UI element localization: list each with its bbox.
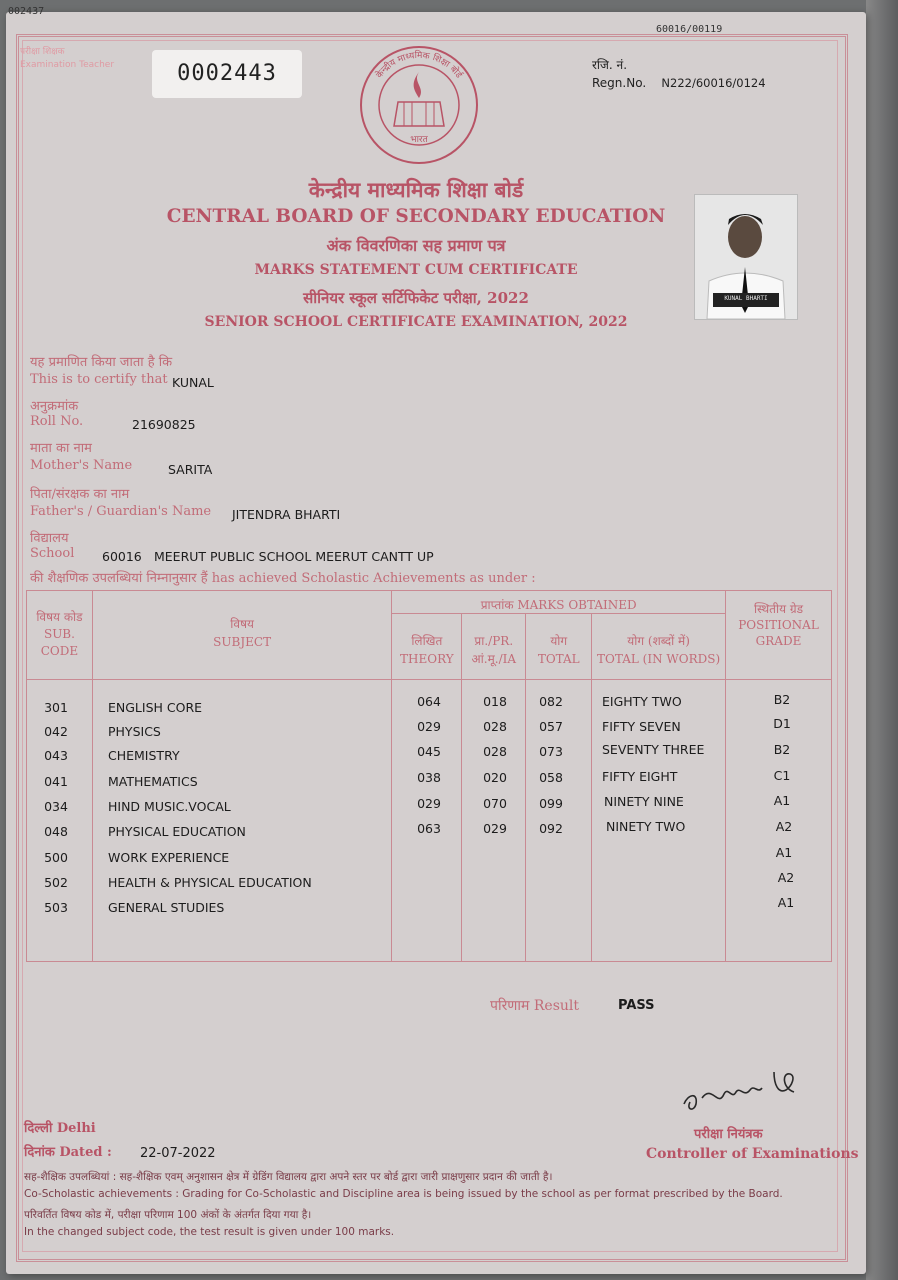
board-title-en: CENTRAL BOARD OF SECONDARY EDUCATION <box>166 206 666 227</box>
code-header-cell <box>27 591 93 680</box>
pr-marks: 029 <box>483 821 507 836</box>
table-row <box>6 692 846 720</box>
positional-grade: A2 <box>775 819 793 834</box>
stamp-line-2: Examination Teacher <box>20 60 115 70</box>
controller-signature <box>678 1064 818 1124</box>
mother-label-hi: माता का नाम <box>30 441 92 456</box>
subject-name: GENERAL STUDIES <box>108 900 225 915</box>
subject-code: 034 <box>44 799 68 814</box>
subject-header-hi: विषय <box>230 617 254 631</box>
note-co-scholastic-en: Co-Scholastic achievements : Grading for Co-Scholastic and Discipline area is being issued by the school as per format prescribed by the Board. <box>24 1188 783 1200</box>
theory-marks: 064 <box>417 694 441 709</box>
cert-title-en: MARKS STATEMENT CUM CERTIFICATE <box>254 262 578 278</box>
total-header <box>526 614 592 680</box>
subject-code: 042 <box>44 724 68 739</box>
subject-name: PHYSICAL EDUCATION <box>108 824 246 839</box>
positional-grade: A2 <box>777 870 795 885</box>
positional-grade: B2 <box>773 742 791 757</box>
theory-marks: 038 <box>417 770 441 785</box>
total-marks: 073 <box>539 744 563 759</box>
issue-date: 22-07-2022 <box>140 1146 216 1161</box>
subject-code: 502 <box>44 875 68 890</box>
table-row <box>6 768 846 794</box>
certify-label-hi: यह प्रमाणित किया जाता है कि <box>30 355 173 370</box>
positional-grade: A1 <box>773 793 791 808</box>
theory-header <box>392 614 462 680</box>
achieved-en: has achieved Scholastic Achievements as under : <box>211 571 536 586</box>
top-left-number: 002437 <box>8 6 45 17</box>
total-marks: 099 <box>539 796 563 811</box>
code-header-en2: CODE <box>40 644 79 658</box>
roll-number: 21690825 <box>132 417 196 432</box>
pr-header-hi: प्रा./PR. <box>474 634 514 648</box>
total-in-words: SEVENTY THREE <box>602 742 705 757</box>
table-row <box>6 870 846 895</box>
exam-title-hi: सीनियर स्कूल सर्टिफिकेट परीक्षा, 2022 <box>303 289 529 307</box>
table-row <box>6 845 846 870</box>
regn-label-en: Regn.No. <box>592 76 647 90</box>
pr-marks: 028 <box>483 719 507 734</box>
total-marks: 058 <box>539 770 563 785</box>
pr-header-en: आं.मू./IA <box>471 652 517 666</box>
words-header-hi: योग (शब्दों में) <box>627 634 690 648</box>
note-co-scholastic-hi: सह-शैक्षिक उपलब्धियां : सह-शैक्षिक एवम् अनुशासन क्षेत्र में ग्रेडिंग विद्यालय द्वारा अपने स्तर पर बोर्ड द्वारा जारी प्राक्षणुसार प्रदान की जाती है। <box>24 1171 553 1183</box>
father-name: JITENDRA BHARTI <box>232 507 341 522</box>
emblem-bottom-text: भारत <box>410 135 428 145</box>
mother-name: SARITA <box>168 462 213 477</box>
total-marks: 092 <box>539 821 563 836</box>
cbse-emblem-icon <box>356 42 482 168</box>
subject-code: 043 <box>44 748 68 763</box>
subject-name: ENGLISH CORE <box>108 700 203 715</box>
subject-name: HIND MUSIC.VOCAL <box>108 799 231 814</box>
subject-name: MATHEMATICS <box>108 774 198 789</box>
subject-header-en: SUBJECT <box>213 635 272 649</box>
pr-marks: 020 <box>483 770 507 785</box>
marks-certificate <box>6 6 866 1274</box>
cert-title-hi: अंक विवरणिका सह प्रमाण पत्र <box>326 236 506 255</box>
serial-number: 0002443 <box>152 50 302 98</box>
total-marks: 082 <box>539 694 563 709</box>
theory-header-hi: लिखित <box>411 634 443 648</box>
achievements-line <box>30 568 536 586</box>
subject-code: 301 <box>44 700 68 715</box>
top-right-number: 60016/00119 <box>656 24 723 35</box>
total-header-en: TOTAL <box>537 652 580 666</box>
subject-code: 503 <box>44 900 68 915</box>
positional-grade: A1 <box>775 845 793 860</box>
theory-marks: 029 <box>417 796 441 811</box>
achieved-hi: की शैक्षणिक उपलब्धियां निम्नानुसार हैं <box>30 571 208 586</box>
table-row <box>6 742 846 768</box>
regn-number: N222/60016/0124 <box>661 76 766 90</box>
code-header-en1: SUB. <box>43 627 75 641</box>
roll-label-hi: अनुक्रमांक <box>30 399 79 414</box>
theory-header-en: THEORY <box>400 652 454 666</box>
school-label-en: School <box>30 546 75 561</box>
regn-label-hi: रजि. नं. <box>592 58 628 72</box>
faded-stamp <box>20 46 114 72</box>
school-label-hi: विद्यालय <box>30 531 69 546</box>
certify-label-en: This is to certify that <box>30 372 168 387</box>
background-edge <box>866 0 898 1280</box>
roll-label-en: Roll No. <box>30 414 84 429</box>
student-name: KUNAL <box>172 375 214 390</box>
subject-name: HEALTH & PHYSICAL EDUCATION <box>108 875 312 890</box>
subject-header-cell <box>92 591 391 680</box>
subject-code: 048 <box>44 824 68 839</box>
subject-code: 041 <box>44 774 68 789</box>
student-photo <box>694 194 798 320</box>
emblem-text: केन्द्रीय माध्यमिक शिक्षा बोर्ड <box>374 50 464 81</box>
total-marks: 057 <box>539 719 563 734</box>
stamp-line-1: परीक्षा शिक्षक <box>20 47 65 57</box>
marks-obtained-header <box>392 591 726 614</box>
subject-code: 500 <box>44 850 68 865</box>
words-header <box>592 614 726 680</box>
result-value: PASS <box>618 998 655 1013</box>
school-name: MEERUT PUBLIC SCHOOL MEERUT CANTT UP <box>154 549 434 564</box>
pr-marks: 028 <box>483 744 507 759</box>
grade-header-en1: POSITIONAL <box>738 618 819 632</box>
theory-marks: 029 <box>417 719 441 734</box>
signature-text: P. Ravishankar <box>688 1120 696 1121</box>
father-label-en: Father's / Guardian's Name <box>30 504 212 519</box>
total-in-words: FIFTY EIGHT <box>602 769 678 784</box>
theory-marks: 063 <box>417 821 441 836</box>
grade-header-hi: स्थितीय ग्रेड <box>753 602 804 616</box>
total-in-words: EIGHTY TWO <box>602 694 682 709</box>
grade-header-en2: GRADE <box>755 634 802 648</box>
result-label: परिणाम Result <box>490 998 580 1014</box>
code-header-hi: विषय कोड <box>36 610 83 624</box>
total-in-words: FIFTY SEVEN <box>602 719 681 734</box>
note-subject-code-en: In the changed subject code, the test result is given under 100 marks. <box>24 1226 395 1238</box>
father-label-hi: पिता/संरक्षक का नाम <box>30 487 130 502</box>
subject-name: WORK EXPERIENCE <box>108 850 230 865</box>
board-title-hi: केन्द्रीय माध्यमिक शिक्षा बोर्ड <box>308 177 524 202</box>
mother-label-en: Mother's Name <box>30 458 133 473</box>
grade-header-cell <box>726 591 832 680</box>
school-code: 60016 <box>102 549 142 564</box>
note-subject-code-hi: परिवर्तित विषय कोड में, परीक्षा परिणाम 100 अंकों के अंतर्गत दिया गया है। <box>24 1209 312 1221</box>
dated-label: दिनांक Dated : <box>24 1145 112 1160</box>
place: दिल्ली Delhi <box>24 1121 96 1136</box>
total-in-words: NINETY NINE <box>604 794 684 809</box>
pr-header <box>462 614 526 680</box>
controller-en: Controller of Examinations <box>646 1146 859 1162</box>
controller-hi: परीक्षा नियंत्रक <box>694 1127 763 1142</box>
table-row <box>6 895 846 920</box>
table-row <box>6 819 846 844</box>
registration-block <box>592 56 766 92</box>
positional-grade: D1 <box>773 716 791 731</box>
table-row <box>6 716 846 744</box>
table-row <box>6 793 846 819</box>
exam-title-en: SENIOR SCHOOL CERTIFICATE EXAMINATION, 2022 <box>204 314 628 330</box>
positional-grade: C1 <box>773 768 791 783</box>
photo-caption: KUNAL BHARTI <box>724 295 768 302</box>
total-in-words: NINETY TWO <box>606 819 686 834</box>
total-header-hi: योग <box>550 634 568 648</box>
subject-name: PHYSICS <box>108 724 161 739</box>
positional-grade: B2 <box>773 692 791 707</box>
subject-name: CHEMISTRY <box>108 748 180 763</box>
marks-obtained-label: प्राप्तांक MARKS OBTAINED <box>480 598 637 612</box>
pr-marks: 070 <box>483 796 507 811</box>
positional-grade: A1 <box>777 895 795 910</box>
theory-marks: 045 <box>417 744 441 759</box>
pr-marks: 018 <box>483 694 507 709</box>
words-header-en: TOTAL (IN WORDS) <box>597 652 721 666</box>
